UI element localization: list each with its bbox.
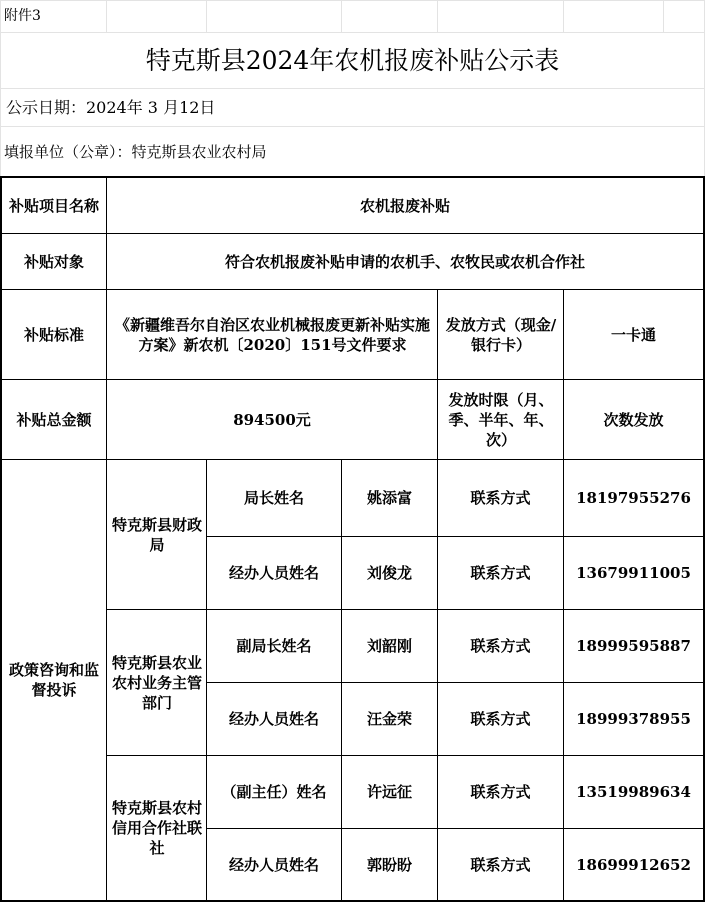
payment-method-label: 发放方式（现金/银行卡） (445, 315, 557, 354)
contact-label: 联系方式 (470, 489, 531, 507)
project-name-value: 农机报废补贴 (359, 196, 450, 215)
total-amount-value: 894500元 (233, 410, 311, 429)
reporting-unit: 填报单位（公章）：特克斯县农业农村局 (4, 142, 267, 161)
standard-label: 补贴标准 (23, 325, 84, 344)
contact-phone: 18999378955 (576, 710, 691, 728)
contact-label: 联系方式 (470, 710, 531, 728)
contact-role: 局长姓名 (243, 489, 304, 507)
contact-phone: 18999595887 (576, 637, 691, 655)
payment-period-label: 发放时限（月、季、半年、年、次） (448, 390, 554, 449)
contact-label: 联系方式 (470, 637, 531, 655)
contact-person: 刘俊龙 (366, 564, 412, 582)
contact-label: 联系方式 (470, 564, 531, 582)
contact-person: 姚添富 (366, 489, 412, 507)
publish-date: 公示日期：2024年 3 月12日 (6, 97, 216, 117)
department-name: 特克斯县财政局 (112, 515, 203, 554)
contact-role: （副主任）姓名 (221, 783, 327, 801)
contact-person: 许远征 (366, 783, 412, 801)
gridline (563, 0, 564, 32)
payment-method-value: 一卡通 (610, 325, 656, 344)
consult-complaint-label: 政策咨询和监督投诉 (8, 661, 99, 699)
contact-phone: 13679911005 (576, 564, 691, 582)
page-title: 特克斯县2024年农机报废补贴公示表 (145, 45, 560, 75)
project-name-label: 补贴项目名称 (8, 196, 99, 215)
contact-phone: 18699912652 (576, 855, 691, 874)
contact-phone: 13519989634 (576, 783, 691, 801)
gridline (0, 0, 1, 176)
department-name: 特克斯县农村信用合作社联社 (112, 799, 203, 857)
target-value: 符合农机报废补贴申请的农机手、农牧民或农机合作社 (224, 252, 585, 271)
annex-label: 附件3 (4, 8, 41, 24)
total-amount-label: 补贴总金额 (16, 410, 92, 429)
target-label: 补贴对象 (23, 252, 84, 271)
contact-role: 副局长姓名 (236, 637, 312, 655)
contact-label: 联系方式 (470, 783, 531, 801)
department-name: 特克斯县农业农村业务主管部门 (112, 653, 203, 712)
contact-person: 刘韶刚 (366, 637, 412, 655)
standard-value: 《新疆维吾尔自治区农业机械报废更新补贴实施方案》新农机〔2020〕151号文件要求 (114, 315, 430, 354)
contact-person: 郭盼盼 (366, 855, 412, 874)
contact-phone: 18197955276 (576, 489, 691, 507)
gridline (341, 0, 342, 32)
contact-person: 汪金荣 (366, 710, 412, 728)
contact-label: 联系方式 (470, 855, 531, 874)
contact-role: 经办人员姓名 (228, 855, 319, 874)
gridline (663, 0, 664, 32)
gridline (106, 0, 107, 32)
contact-role: 经办人员姓名 (228, 710, 319, 728)
gridline (437, 0, 438, 32)
gridline (206, 0, 207, 32)
contact-role: 经办人员姓名 (228, 564, 319, 582)
payment-period-value: 次数发放 (603, 410, 664, 429)
